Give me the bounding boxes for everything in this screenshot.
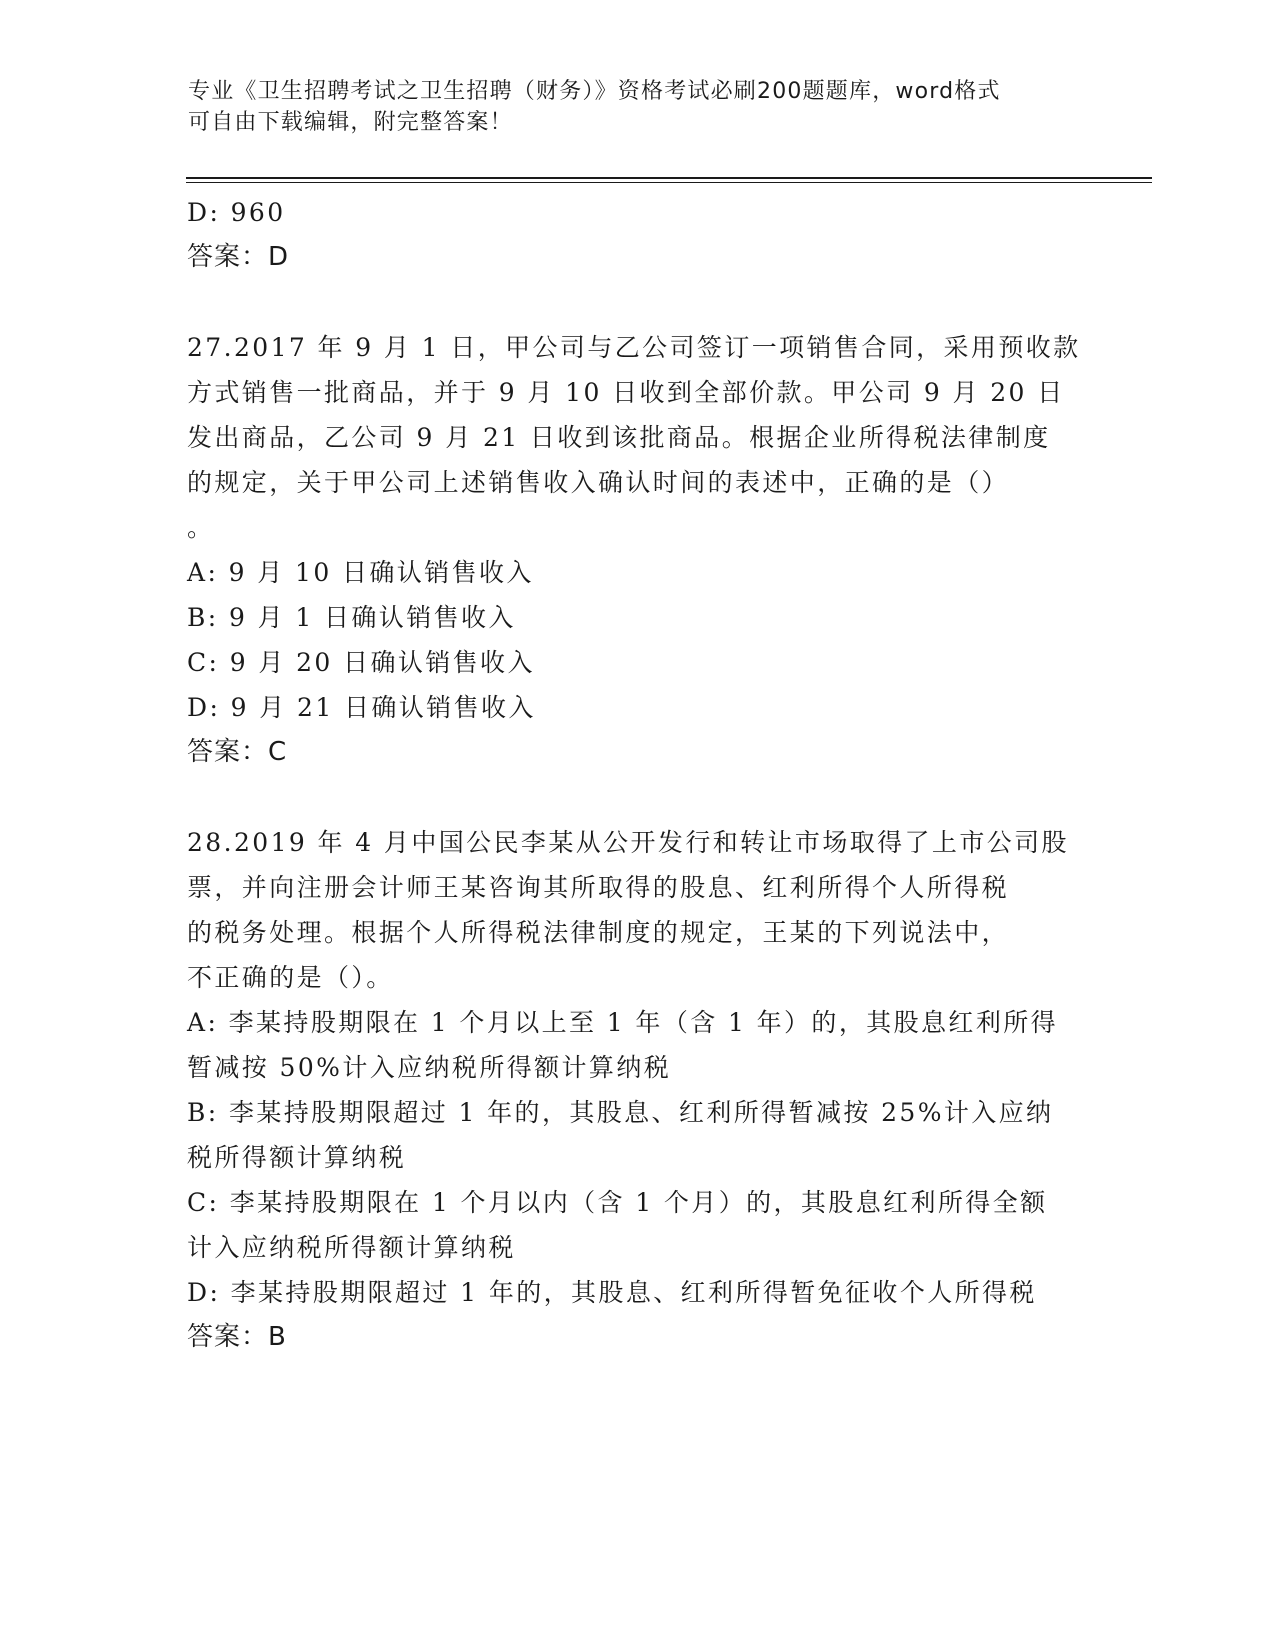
question-28 [187, 820, 1087, 1360]
document-header [188, 76, 1088, 138]
question-28-option-b-line-2: 税所得额计算纳税 [187, 1143, 407, 1172]
header-divider-thick [186, 177, 1152, 179]
prev-answer: 答案：D [187, 242, 290, 272]
question-28-option-a-line-1: A: 李某持股期限在 1 个月以上至 1 年（含 1 年）的，其股息红利所得 [187, 1008, 1059, 1037]
question-27-text-line-2: 方式销售一批商品，并于 9 月 10 日收到全部价款。甲公司 9 月 20 日 [187, 378, 1065, 407]
question-27-option-d: D: 9 月 21 日确认销售收入 [187, 693, 536, 722]
question-27-answer: 答案：C [187, 737, 288, 767]
question-28-text-line-4: 不正确的是（）。 [187, 963, 394, 992]
question-27 [187, 325, 1087, 775]
question-27-text-line-3: 发出商品，乙公司 9 月 21 日收到该批商品。根据企业所得税法律制度 [187, 423, 1051, 452]
question-28-option-c-line-2: 计入应纳税所得额计算纳税 [187, 1233, 516, 1262]
question-28-option-c-line-1: C: 李某持股期限在 1 个月以内（含 1 个月）的，其股息红利所得全额 [187, 1188, 1048, 1217]
prev-option-d: D: 960 [187, 198, 286, 227]
question-28-text-line-1: 28.2019 年 4 月中国公民李某从公开发行和转让市场取得了上市公司股 [187, 828, 1069, 857]
question-27-option-b: B: 9 月 1 日确认销售收入 [187, 603, 516, 632]
document-body [187, 190, 1087, 1360]
question-28-option-b-line-1: B: 李某持股期限超过 1 年的，其股息、红利所得暂减按 25%计入应纳 [187, 1098, 1054, 1127]
question-27-option-c: C: 9 月 20 日确认销售收入 [187, 648, 535, 677]
question-27-text-line-1: 27.2017 年 9 月 1 日，甲公司与乙公司签订一项销售合同，采用预收款 [187, 333, 1081, 362]
question-28-text-line-2: 票，并向注册会计师王某咨询其所取得的股息、红利所得个人所得税 [187, 873, 1010, 902]
header-divider-thin [186, 182, 1152, 183]
question-28-answer: 答案：B [187, 1322, 287, 1352]
question-27-option-a: A: 9 月 10 日确认销售收入 [187, 558, 534, 587]
question-27-text-line-5: 。 [187, 513, 215, 542]
spacer [187, 775, 1087, 820]
question-28-option-d: D: 李某持股期限超过 1 年的，其股息、红利所得暂免征收个人所得税 [187, 1278, 1037, 1307]
header-title-line-2: 可自由下载编辑，附完整答案！ [188, 110, 513, 135]
question-27-text-line-4: 的规定，关于甲公司上述销售收入确认时间的表述中，正确的是（） [187, 468, 1010, 497]
spacer [187, 280, 1087, 325]
question-28-option-a-line-2: 暂减按 50%计入应纳税所得额计算纳税 [187, 1053, 672, 1082]
header-title-line-1: 专业《卫生招聘考试之卫生招聘（财务）》资格考试必刷200题题库，word格式 [188, 79, 1001, 104]
question-28-text-line-3: 的税务处理。根据个人所得税法律制度的规定，王某的下列说法中， [187, 918, 1010, 947]
